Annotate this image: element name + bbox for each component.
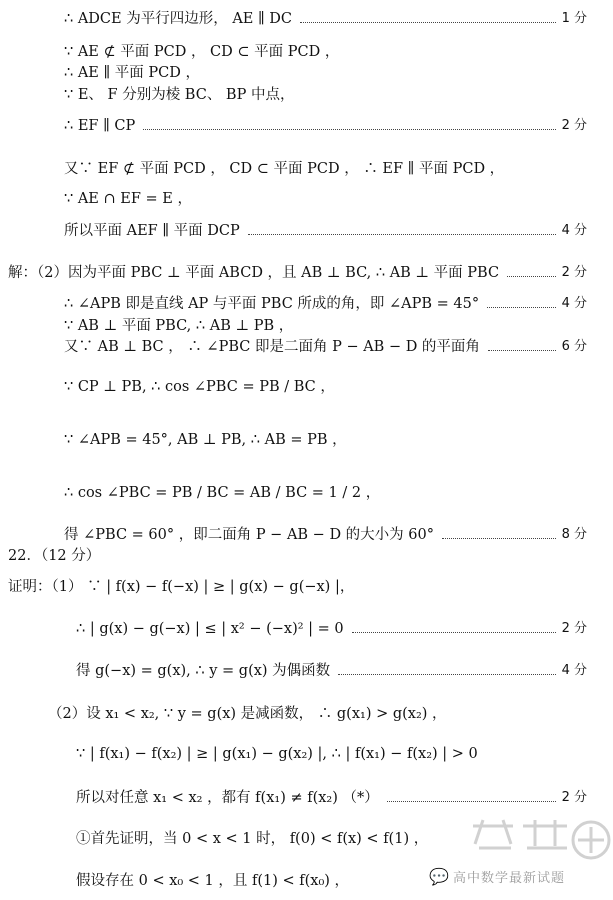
score-mark: 2 分 [561, 621, 587, 636]
dotted-leader [387, 801, 556, 802]
watermark-text: 高中数学最新试题 [453, 871, 566, 886]
dotted-leader [338, 674, 556, 675]
dotted-leader [488, 350, 556, 351]
watermark [423, 818, 613, 896]
score-mark: 4 分 [561, 223, 587, 238]
score-mark: 4 分 [561, 296, 587, 311]
score-mark: 8 分 [561, 527, 587, 542]
line-text: 又∵ EF ⊄ 平面 PCD ， CD ⊂ 平面 PCD ， ∴ EF ∥ 平面 PCD ， [64, 161, 505, 177]
line-text: （2）设 x₁ < x₂, ∵ y = g(x) 是减函数， ∴ g(x₁) > g(x₂) ， [48, 706, 447, 722]
line-text: ∴ ∠APB 即是直线 AP 与平面 PBC 所成的角，即 ∠APB = 45° [64, 296, 480, 312]
line-text: ①首先证明，当 0 < x < 1 时， f(0) < f(x) < f(1) ， [76, 831, 429, 847]
line-text: ∵ AB ⊥ 平面 PBC, ∴ AB ⊥ PB ， [64, 318, 294, 334]
line-text: ∴ EF ∥ CP [64, 118, 136, 134]
score-mark: 2 分 [561, 790, 587, 805]
line-text: 证明：（1） ∵ | f(x) − f(−x) | ≥ | g(x) − g(−x) |， [8, 579, 355, 595]
score-mark: 6 分 [561, 339, 587, 354]
line-text: 所以平面 AEF ∥ 平面 DCP [64, 223, 240, 239]
score-mark: 4 分 [561, 663, 587, 678]
score-mark: 1 分 [561, 11, 587, 26]
line-text: ∴ AE ∥ 平面 PCD ， [64, 65, 201, 81]
line-text: 22．（12 分） [8, 548, 101, 564]
line-text: ∵ AE ∩ EF = E ， [64, 191, 192, 207]
line-text: ∵ ∠APB = 45°, AB ⊥ PB, ∴ AB = PB ， [64, 432, 347, 448]
dotted-leader [442, 538, 556, 539]
dotted-leader [352, 632, 556, 633]
line-text: ∵ | f(x₁) − f(x₂) | ≥ | g(x₁) − g(x₂) |, ∴ | f(x₁) − f(x₂) | > 0 [76, 746, 478, 762]
line-text: ∴ ADCE 为平行四边形， AE ∥ DC [64, 11, 293, 27]
dotted-leader [248, 234, 556, 235]
dotted-leader [143, 129, 556, 130]
line-text: 得 ∠PBC = 60° ，即二面角 P − AB − D 的大小为 60° [64, 527, 434, 543]
dotted-leader [507, 276, 556, 277]
line-text: ∵ E、 F 分别为棱 BC、 BP 中点， [64, 87, 295, 103]
dotted-leader [487, 307, 556, 308]
score-mark: 2 分 [561, 118, 587, 133]
line-text: 又∵ AB ⊥ BC ， ∴ ∠PBC 即是二面角 P − AB − D 的平面角 [64, 339, 480, 355]
line-text: 解：（2）因为平面 PBC ⊥ 平面 ABCD ，且 AB ⊥ BC, ∴ AB ⊥ 平面 PBC [8, 265, 500, 281]
line-text: ∴ | g(x) − g(−x) | ≤ | x² − (−x)² | = 0 [76, 621, 344, 637]
watermark-logo [423, 818, 613, 896]
line-text: 得 g(−x) = g(x), ∴ y = g(x) 为偶函数 [76, 663, 331, 679]
line-text: ∴ cos ∠PBC = PB / BC = AB / BC = 1 / 2 ， [64, 485, 381, 501]
score-mark: 2 分 [561, 265, 587, 280]
line-text: 假设存在 0 < x₀ < 1 ，且 f(1) < f(x₀) ， [76, 873, 350, 889]
line-text: 所以对任意 x₁ < x₂ ，都有 f(x₁) ≠ f(x₂) （*） [76, 790, 379, 806]
line-text: ∵ AE ⊄ 平面 PCD ， CD ⊂ 平面 PCD ， [64, 44, 340, 60]
dotted-leader [300, 22, 556, 23]
line-text: ∵ CP ⊥ PB, ∴ cos ∠PBC = PB / BC ， [64, 379, 335, 395]
wechat-icon: 💬 [429, 867, 449, 886]
